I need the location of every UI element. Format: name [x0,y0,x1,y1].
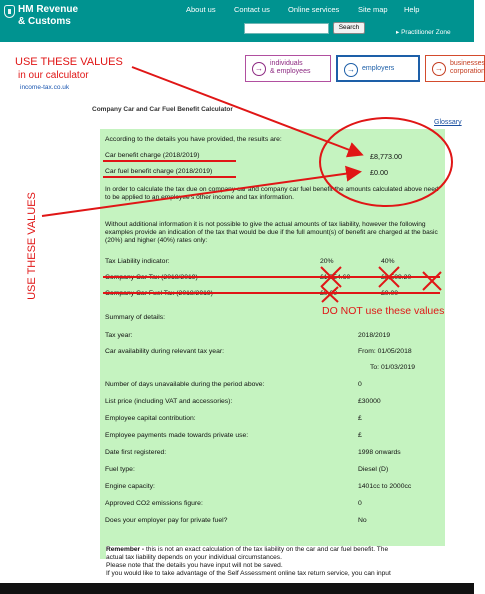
examples-paragraph: Without additional information it is not possible to give the actual amounts of tax liability, however the following examples provide an indication of the tax that would be due if the full amount(s) of benefit are charged at the basic (20%) and higher (40%) rates only: [105,221,438,244]
arrow-circle-icon [252,62,266,76]
car-fuel-tax-basic: £0.00 [320,290,338,297]
summary-heading: Summary of details: [105,314,166,321]
summary-value: From: 01/05/2018 [358,348,412,355]
summary-label: Employee payments made towards private use: [105,432,249,439]
summary-value: £ [358,415,362,422]
summary-label: Tax year: [105,332,133,339]
audience-businesses-tab[interactable] [425,55,485,82]
hmrc-logo[interactable] [4,4,84,38]
audience-label-2: & employees [270,68,311,75]
summary-value: 2018/2019 [358,332,391,339]
audience-label-1: businesses [450,60,485,67]
remember-bold: Remember - [106,546,145,553]
higher-rate-header: 40% [381,258,395,265]
car-benefit-value: £8,773.00 [370,152,402,161]
summary-label: Engine capacity: [105,483,155,490]
crown-crest-icon [4,5,15,18]
page-title: Company Car and Car Fuel Benefit Calculator [92,106,233,113]
company-car-tax-basic: £1,754.60 [320,274,351,281]
remember-line-2: actual tax liability depends on your individual circumstances. [106,554,282,561]
audience-individuals-tab[interactable] [245,55,331,82]
summary-value: Diesel (D) [358,466,389,473]
nav-online-services[interactable]: Online services [288,5,340,14]
search-input[interactable] [244,23,329,34]
remember-note [106,546,474,578]
fuel-benefit-label: Car fuel benefit charge (2018/2019) [105,168,213,175]
summary-value: 0 [358,381,362,388]
remember-line-3: Please note that the details you have input will not be saved. [106,562,283,569]
company-car-tax-higher: £3,509.20 [381,274,412,281]
summary-value: 0 [358,500,362,507]
nav-site-map[interactable]: Site map [358,5,388,14]
fuel-benefit-value: £0.00 [370,168,388,177]
annotation-site-name: income-tax.co.uk [20,84,70,91]
summary-value: 1401cc to 2000cc [358,483,412,490]
summary-label: Does your employer pay for private fuel? [105,517,228,524]
car-fuel-tax-higher: £0.00 [381,290,399,297]
summary-label: Employee capital contribution: [105,415,196,422]
car-benefit-label: Car benefit charge (2018/2019) [105,152,200,159]
summary-label: Fuel type: [105,466,135,473]
annotation-use-values-vertical: USE THESE VALUES [26,192,38,300]
tax-liability-label: Tax Liability indicator: [105,258,170,265]
top-navigation [176,5,474,17]
annotation-do-not-use: DO NOT use these values [322,305,445,317]
arrow-circle-icon [344,63,358,77]
bottom-bar [0,583,474,594]
summary-label: Date first registered: [105,449,167,456]
nav-contact-us[interactable]: Contact us [234,5,270,14]
summary-label: Car availability during relevant tax year: [105,348,225,355]
glossary-link[interactable]: Glossary [434,119,462,126]
audience-label-2: corporation [450,68,485,75]
summary-value: £30000 [358,398,381,405]
basic-rate-header: 20% [320,258,334,265]
nav-about-us[interactable]: About us [186,5,216,14]
arrow-circle-icon [432,62,446,76]
summary-value: No [358,517,367,524]
logo-line-2: & Customs [18,16,71,27]
audience-label-1: individuals [270,60,303,67]
logo-line-1: HM Revenue [18,4,79,15]
practitioner-zone-link[interactable]: ▸ Practitioner Zone [396,29,451,36]
summary-value: To: 01/03/2019 [370,364,415,371]
nav-help[interactable]: Help [404,5,420,14]
site-header [0,0,474,42]
company-car-tax-label: Company Car Tax (2018/2019) [105,274,198,281]
summary-value: £ [358,432,362,439]
summary-label: List price (including VAT and accessories): [105,398,233,405]
explanation-paragraph: In order to calculate the tax due on company car and company car fuel benefit the amounts calculated above need to be applied to an employee's other income and tax information. [105,186,439,201]
car-fuel-tax-label: Company Car Fuel Tax (2018/2019) [105,290,213,297]
summary-label: Number of days unavailable during the period above: [105,381,265,388]
results-panel [100,129,445,559]
remember-line-4: If you would like to take advantage of the Self Assessment online tax return service, you can input [106,570,391,577]
summary-value: 1998 onwards [358,449,401,456]
audience-label: employers [362,65,395,72]
search-button[interactable]: Search [333,22,365,34]
audience-employers-tab[interactable] [336,55,420,82]
summary-label: Approved CO2 emissions figure: [105,500,203,507]
results-intro: According to the details you have provided, the results are: [105,136,282,143]
annotation-in-calculator: in our calculator [18,70,89,81]
remember-line-1: this is not an exact calculation of the tax liability on the car and car fuel benefit. The [144,546,389,553]
annotation-use-values: USE THESE VALUES [15,56,123,68]
